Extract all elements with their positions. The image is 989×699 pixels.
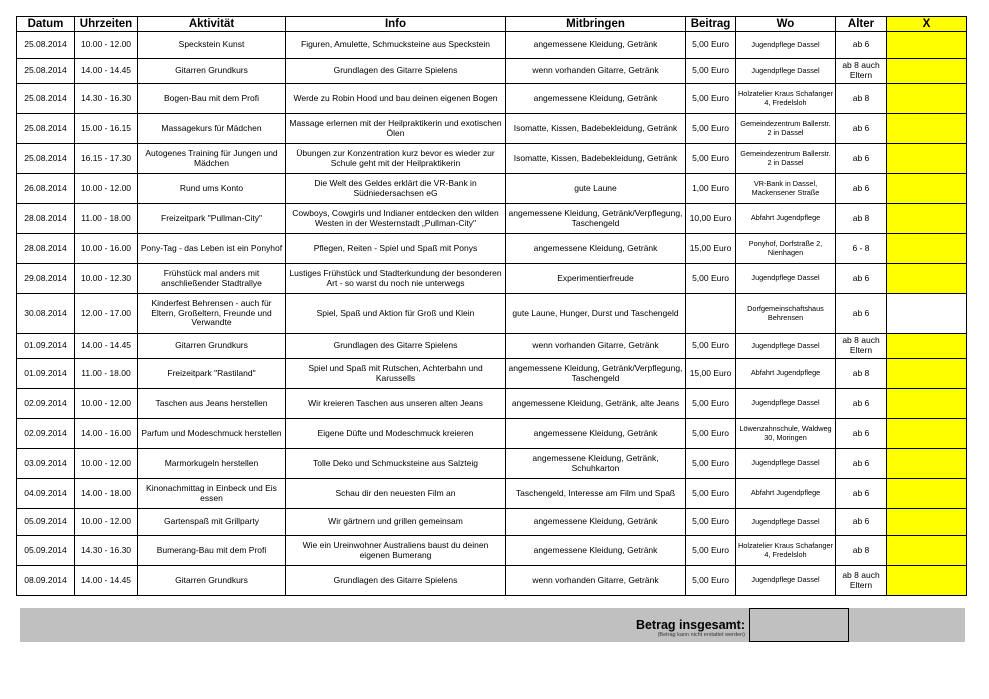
cell-alter: ab 8 [836,359,887,389]
cell-aktivitaet: Kinonachmittag in Einbeck und Eis essen [138,479,286,509]
cell-beitrag: 1,00 Euro [686,174,736,204]
table-row [17,536,967,566]
cell-beitrag: 5,00 Euro [686,536,736,566]
cell-wo: Jugendpflege Dassel [736,264,836,294]
total-note: (Betrag kann nicht erstattet werden) [657,632,745,638]
cell-datum: 25.08.2014 [17,114,75,144]
cell-uhrzeit: 14.00 - 14.45 [75,59,138,84]
cell-alter: ab 6 [836,449,887,479]
cell-aktivitaet: Parfum und Modeschmuck herstellen [138,419,286,449]
cell-uhrzeit: 14.30 - 16.30 [75,536,138,566]
cell-datum: 02.09.2014 [17,419,75,449]
cell-alter: ab 6 [836,32,887,59]
cell-x-checkbox[interactable] [887,389,967,419]
cell-beitrag: 5,00 Euro [686,59,736,84]
header-aktivitaet: Aktivität [138,17,286,32]
cell-aktivitaet: Pony-Tag - das Leben ist ein Ponyhof [138,234,286,264]
cell-wo: Gemeindezentrum Ballerstr. 2 in Dassel [736,114,836,144]
cell-uhrzeit: 14.00 - 16.00 [75,419,138,449]
header-info: Info [286,17,506,32]
cell-beitrag: 5,00 Euro [686,509,736,536]
table-row [17,294,967,334]
cell-uhrzeit: 10.00 - 12.00 [75,32,138,59]
cell-x-checkbox[interactable] [887,449,967,479]
cell-aktivitaet: Bogen-Bau mit dem Profi [138,84,286,114]
cell-info: Massage erlernen mit der Heilpraktikerin und exotischen Ölen [286,114,506,144]
cell-beitrag: 5,00 Euro [686,449,736,479]
cell-wo: Jugendpflege Dassel [736,566,836,596]
cell-alter: ab 8 auch Eltern [836,59,887,84]
cell-alter: ab 8 [836,536,887,566]
cell-datum: 25.08.2014 [17,84,75,114]
header-x: X [887,17,967,32]
cell-uhrzeit: 14.00 - 18.00 [75,479,138,509]
total-footer [20,608,965,642]
cell-uhrzeit: 10.00 - 16.00 [75,234,138,264]
total-amount-field[interactable] [749,608,849,642]
cell-beitrag: 5,00 Euro [686,144,736,174]
cell-wo: Dorfgemeinschaftshaus Behrensen [736,294,836,334]
cell-mitbringen: Isomatte, Kissen, Badebekleidung, Getränk [506,144,686,174]
cell-wo: Abfahrt Jugendpflege [736,479,836,509]
cell-info: Wie ein Ureinwohner Australiens baust du deinen eigenen Bumerang [286,536,506,566]
cell-wo: Gemeindezentrum Ballerstr. 2 in Dassel [736,144,836,174]
table-row [17,449,967,479]
cell-datum: 28.08.2014 [17,204,75,234]
cell-alter: ab 6 [836,419,887,449]
cell-mitbringen: gute Laune, Hunger, Durst und Taschengeld [506,294,686,334]
cell-alter: ab 6 [836,294,887,334]
cell-x-checkbox[interactable] [887,536,967,566]
cell-x-checkbox[interactable] [887,294,967,334]
cell-beitrag: 15,00 Euro [686,234,736,264]
cell-aktivitaet: Marmorkugeln herstellen [138,449,286,479]
cell-wo: Jugendpflege Dassel [736,32,836,59]
table-row [17,509,967,536]
cell-aktivitaet: Taschen aus Jeans herstellen [138,389,286,419]
cell-wo: VR-Bank in Dassel, Mackensener Straße [736,174,836,204]
cell-alter: ab 6 [836,264,887,294]
cell-mitbringen: angemessene Kleidung, Getränk, Schuhkarton [506,449,686,479]
cell-aktivitaet: Freizeitpark "Rastiland" [138,359,286,389]
cell-aktivitaet: Gitarren Grundkurs [138,334,286,359]
cell-wo: Holzatelier Kraus Schafanger 4, Fredelsloh [736,84,836,114]
cell-datum: 26.08.2014 [17,174,75,204]
cell-info: Spiel, Spaß und Aktion für Groß und Klein [286,294,506,334]
cell-x-checkbox[interactable] [887,334,967,359]
cell-x-checkbox[interactable] [887,234,967,264]
cell-beitrag [686,294,736,334]
cell-aktivitaet: Autogenes Training für Jungen und Mädchen [138,144,286,174]
table-row [17,334,967,359]
table-row [17,234,967,264]
cell-mitbringen: Taschengeld, Interesse am Film und Spaß [506,479,686,509]
cell-info: Wir kreieren Taschen aus unseren alten Jeans [286,389,506,419]
cell-alter: 6 - 8 [836,234,887,264]
cell-alter: ab 6 [836,479,887,509]
cell-mitbringen: wenn vorhanden Gitarre, Getränk [506,59,686,84]
cell-info: Schau dir den neuesten Film an [286,479,506,509]
cell-uhrzeit: 12.00 - 17.00 [75,294,138,334]
cell-alter: ab 6 [836,144,887,174]
cell-mitbringen: angemessene Kleidung, Getränk [506,234,686,264]
cell-aktivitaet: Speckstein Kunst [138,32,286,59]
cell-mitbringen: angemessene Kleidung, Getränk [506,419,686,449]
cell-mitbringen: Experimentierfreude [506,264,686,294]
cell-info: Die Welt des Geldes erklärt die VR-Bank in Südniedersachsen eG [286,174,506,204]
cell-beitrag: 5,00 Euro [686,566,736,596]
cell-uhrzeit: 11.00 - 18.00 [75,204,138,234]
cell-aktivitaet: Gartenspaß mit Grillparty [138,509,286,536]
cell-alter: ab 8 [836,84,887,114]
cell-uhrzeit: 14.00 - 14.45 [75,566,138,596]
table-row [17,359,967,389]
cell-uhrzeit: 10.00 - 12.00 [75,509,138,536]
cell-wo: Holzatelier Kraus Schafanger 4, Fredelsloh [736,536,836,566]
cell-mitbringen: angemessene Kleidung, Getränk/Verpflegung, Taschengeld [506,359,686,389]
cell-datum: 28.08.2014 [17,234,75,264]
cell-alter: ab 8 [836,204,887,234]
cell-alter: ab 6 [836,174,887,204]
cell-info: Grundlagen des Gitarre Spielens [286,59,506,84]
cell-mitbringen: Isomatte, Kissen, Badebekleidung, Getränk [506,114,686,144]
cell-beitrag: 5,00 Euro [686,479,736,509]
cell-wo: Jugendpflege Dassel [736,59,836,84]
cell-datum: 29.08.2014 [17,264,75,294]
table-row [17,389,967,419]
cell-uhrzeit: 15.00 - 16.15 [75,114,138,144]
cell-uhrzeit: 11.00 - 18.00 [75,359,138,389]
cell-wo: Jugendpflege Dassel [736,449,836,479]
cell-beitrag: 5,00 Euro [686,264,736,294]
cell-alter: ab 6 [836,389,887,419]
cell-alter: ab 8 auch Eltern [836,566,887,596]
schedule-table [16,16,967,596]
cell-uhrzeit: 10.00 - 12.30 [75,264,138,294]
cell-aktivitaet: Massagekurs für Mädchen [138,114,286,144]
cell-beitrag: 5,00 Euro [686,389,736,419]
cell-beitrag: 5,00 Euro [686,334,736,359]
cell-info: Werde zu Robin Hood und bau deinen eigenen Bogen [286,84,506,114]
cell-info: Grundlagen des Gitarre Spielens [286,334,506,359]
table-row [17,174,967,204]
cell-aktivitaet: Frühstück mal anders mit anschließender Stadtrallye [138,264,286,294]
header-beitrag: Beitrag [686,17,736,32]
cell-info: Wir gärtnern und grillen gemeinsam [286,509,506,536]
cell-alter: ab 8 auch Eltern [836,334,887,359]
cell-info: Übungen zur Konzentration kurz bevor es wieder zur Schule geht mit der Heilpraktikerin [286,144,506,174]
header-row [17,17,967,32]
cell-beitrag: 5,00 Euro [686,419,736,449]
cell-alter: ab 6 [836,114,887,144]
cell-wo: Jugendpflege Dassel [736,389,836,419]
cell-mitbringen: angemessene Kleidung, Getränk [506,509,686,536]
cell-uhrzeit: 10.00 - 12.00 [75,174,138,204]
cell-aktivitaet: Kinderfest Behrensen - auch für Eltern, Großeltern, Freunde und Verwandte [138,294,286,334]
cell-wo: Jugendpflege Dassel [736,334,836,359]
cell-mitbringen: wenn vorhanden Gitarre, Getränk [506,566,686,596]
cell-mitbringen: angemessene Kleidung, Getränk [506,84,686,114]
table-row [17,204,967,234]
header-datum: Datum [17,17,75,32]
cell-info: Pflegen, Reiten - Spiel und Spaß mit Ponys [286,234,506,264]
cell-datum: 04.09.2014 [17,479,75,509]
cell-x-checkbox[interactable] [887,479,967,509]
cell-aktivitaet: Rund ums Konto [138,174,286,204]
table-row [17,419,967,449]
cell-info: Tolle Deko und Schmucksteine aus Salzteig [286,449,506,479]
table-row [17,566,967,596]
cell-datum: 03.09.2014 [17,449,75,479]
cell-aktivitaet: Bumerang-Bau mit dem Profi [138,536,286,566]
cell-wo: Abfahrt Jugendpflege [736,204,836,234]
cell-x-checkbox[interactable] [887,566,967,596]
cell-x-checkbox[interactable] [887,32,967,59]
cell-uhrzeit: 14.30 - 16.30 [75,84,138,114]
cell-datum: 30.08.2014 [17,294,75,334]
cell-x-checkbox[interactable] [887,84,967,114]
cell-datum: 02.09.2014 [17,389,75,419]
cell-datum: 25.08.2014 [17,32,75,59]
cell-mitbringen: angemessene Kleidung, Getränk/Verpflegung, Taschengeld [506,204,686,234]
table-row [17,144,967,174]
cell-alter: ab 6 [836,509,887,536]
cell-info: Cowboys, Cowgirls und Indianer entdecken den wilden Westen in der Westernstadt „Pullman-City" [286,204,506,234]
cell-x-checkbox[interactable] [887,114,967,144]
cell-info: Grundlagen des Gitarre Spielens [286,566,506,596]
cell-wo: Abfahrt Jugendpflege [736,359,836,389]
cell-beitrag: 5,00 Euro [686,84,736,114]
cell-mitbringen: angemessene Kleidung, Getränk [506,536,686,566]
cell-x-checkbox[interactable] [887,144,967,174]
cell-uhrzeit: 16.15 - 17.30 [75,144,138,174]
cell-datum: 05.09.2014 [17,536,75,566]
cell-info: Lustiges Frühstück und Stadterkundung der besonderen Art - so warst du noch nie unterwegs [286,264,506,294]
cell-info: Figuren, Amulette, Schmucksteine aus Speckstein [286,32,506,59]
cell-x-checkbox[interactable] [887,509,967,536]
cell-x-checkbox[interactable] [887,264,967,294]
cell-datum: 01.09.2014 [17,334,75,359]
cell-beitrag: 5,00 Euro [686,114,736,144]
cell-x-checkbox[interactable] [887,359,967,389]
header-mitbringen: Mitbringen [506,17,686,32]
cell-mitbringen: wenn vorhanden Gitarre, Getränk [506,334,686,359]
table-row [17,32,967,59]
table-row [17,59,967,84]
cell-x-checkbox[interactable] [887,419,967,449]
table-row [17,479,967,509]
cell-wo: Löwenzahnschule, Waldweg 30, Moringen [736,419,836,449]
cell-beitrag: 10,00 Euro [686,204,736,234]
cell-datum: 25.08.2014 [17,59,75,84]
table-row [17,84,967,114]
cell-x-checkbox[interactable] [887,59,967,84]
table-row [17,114,967,144]
cell-uhrzeit: 10.00 - 12.00 [75,449,138,479]
header-wo: Wo [736,17,836,32]
cell-beitrag: 15,00 Euro [686,359,736,389]
cell-uhrzeit: 14.00 - 14.45 [75,334,138,359]
cell-mitbringen: angemessene Kleidung, Getränk [506,32,686,59]
cell-datum: 01.09.2014 [17,359,75,389]
cell-datum: 08.09.2014 [17,566,75,596]
header-alter: Alter [836,17,887,32]
cell-mitbringen: angemessene Kleidung, Getränk, alte Jeans [506,389,686,419]
cell-datum: 25.08.2014 [17,144,75,174]
cell-x-checkbox[interactable] [887,174,967,204]
cell-aktivitaet: Gitarren Grundkurs [138,566,286,596]
cell-datum: 05.09.2014 [17,509,75,536]
table-row [17,264,967,294]
total-label: Betrag insgesamt: [635,618,745,632]
cell-mitbringen: gute Laune [506,174,686,204]
cell-wo: Ponyhof, Dorfstraße 2, Nienhagen [736,234,836,264]
cell-aktivitaet: Freizeitpark "Pullman-City" [138,204,286,234]
header-uhrzeiten: Uhrzeiten [75,17,138,32]
cell-aktivitaet: Gitarren Grundkurs [138,59,286,84]
cell-info: Eigene Düfte und Modeschmuck kreieren [286,419,506,449]
cell-uhrzeit: 10.00 - 12.00 [75,389,138,419]
cell-wo: Jugendpflege Dassel [736,509,836,536]
cell-info: Spiel und Spaß mit Rutschen, Achterbahn und Karussells [286,359,506,389]
cell-x-checkbox[interactable] [887,204,967,234]
cell-beitrag: 5,00 Euro [686,32,736,59]
